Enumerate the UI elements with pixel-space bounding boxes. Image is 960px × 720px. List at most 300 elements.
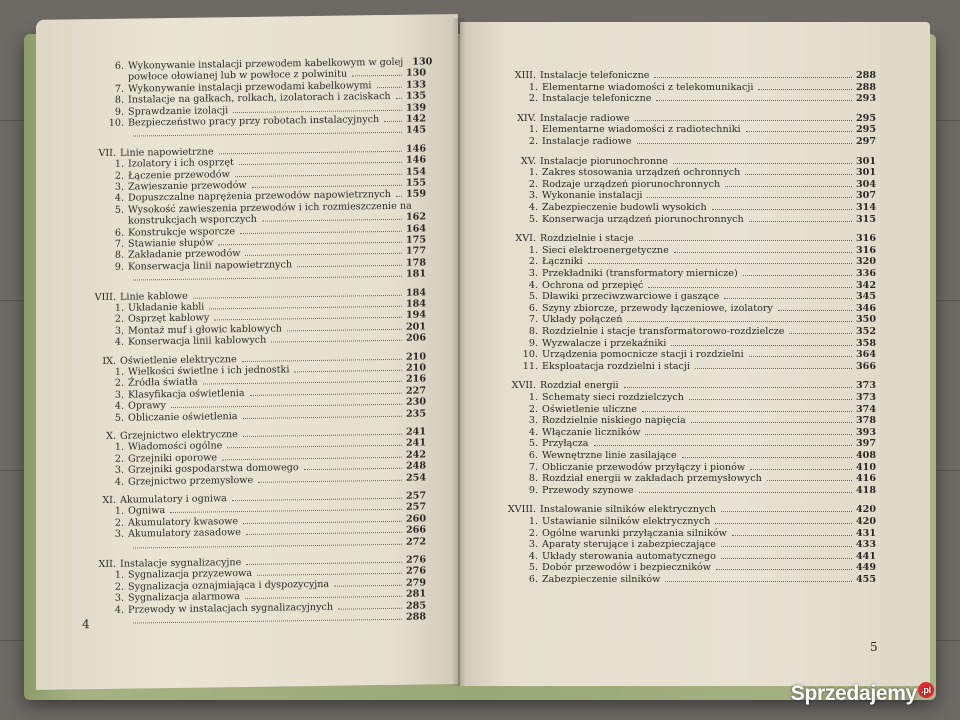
toc-title: Wyzwalacze i przekaźniki — [542, 337, 667, 349]
toc-number: 3. — [114, 325, 124, 337]
toc-leader-dots — [635, 113, 852, 121]
toc-page-number: 288 — [855, 70, 876, 81]
toc-number: 5. — [114, 412, 124, 424]
toc-title: konstrukcjach wsporczych — [128, 213, 257, 227]
toc-title: Instalacje telefoniczne — [540, 70, 650, 81]
toc-number: 3. — [114, 181, 124, 193]
toc-title: Linie napowietrzne — [120, 146, 214, 159]
toc-page-number: 345 — [855, 291, 876, 303]
toc-title: Sygnalizacja przyzewowa — [128, 568, 252, 581]
toc-entry-row — [488, 303, 876, 314]
toc-number: 1. — [528, 81, 538, 93]
toc-title: Oprawy — [128, 400, 166, 412]
toc-title: Instalacje na gałkach, rolkach, izolatorach i zaciskach — [128, 91, 391, 106]
toc-number: 1. — [528, 124, 538, 136]
toc-page-number: 276 — [405, 565, 426, 578]
toc-entry-row — [488, 93, 876, 104]
toc-leader-dots — [682, 450, 852, 458]
toc-number: 2. — [528, 403, 538, 415]
toc-leader-dots — [246, 555, 402, 565]
toc-page-number: 142 — [405, 113, 426, 125]
toc-page-number: 154 — [405, 166, 426, 178]
toc-number: 3. — [528, 539, 538, 551]
toc-leader-dots — [245, 589, 402, 599]
toc-leader-dots — [287, 322, 402, 332]
toc-page-number: 194 — [405, 309, 426, 322]
toc-page-number: 455 — [855, 574, 876, 585]
toc-page-number: 416 — [855, 473, 876, 485]
toc-leader-dots — [294, 363, 402, 373]
toc-title: Grzejnictwo przemysłowe — [128, 474, 254, 488]
toc-number: 10. — [522, 349, 538, 361]
toc-entry-row — [488, 473, 876, 484]
toc-title: Sygnalizacja oznajmiająca i dyspozycyjna — [128, 578, 330, 593]
toc-number: 3. — [114, 464, 124, 476]
toc-page-number: 352 — [855, 326, 876, 337]
toc-page-number: 184 — [405, 287, 426, 299]
toc-page-number: 227 — [405, 385, 426, 397]
toc-number: 6. — [114, 227, 124, 239]
toc-number: 3. — [114, 592, 124, 604]
toc-leader-dots — [639, 485, 852, 493]
toc-leader-dots — [219, 144, 402, 155]
toc-number: 3. — [114, 528, 124, 540]
watermark-suffix: .pl — [918, 682, 934, 698]
toc-page-number: 175 — [405, 234, 426, 246]
toc-title: Konserwacja urządzeń piorunochronnych — [542, 213, 744, 225]
toc-entry-row — [488, 528, 876, 539]
toc-page-number: 420 — [855, 516, 876, 527]
toc-page-number: 433 — [855, 539, 876, 551]
toc-number — [76, 80, 128, 81]
toc-leader-dots — [716, 562, 852, 570]
toc-number: 4. — [528, 279, 538, 291]
toc-number: 1. — [528, 516, 538, 527]
toc-number: 11. — [522, 360, 538, 372]
toc-number: 1. — [114, 366, 124, 378]
toc-title: Źródła światła — [128, 377, 198, 389]
right-page-number: 5 — [870, 640, 878, 654]
toc-title: Aparaty sterujące i zabezpieczające — [542, 539, 716, 551]
toc-title: Akumulatory zasadowe — [128, 527, 241, 540]
toc-number: 2. — [114, 378, 124, 390]
left-toc — [36, 14, 458, 623]
toc-leader-dots — [246, 525, 402, 535]
toc-entry-row — [488, 82, 876, 93]
toc-title: Bezpieczeństwo pracy przy robotach instalacyjnych — [128, 114, 380, 129]
toc-chapter-row — [488, 380, 876, 391]
toc-number: 1. — [528, 392, 538, 403]
toc-number: XVI. — [515, 233, 536, 245]
toc-page-number: 235 — [405, 408, 426, 420]
toc-page-number: 266 — [405, 524, 426, 536]
toc-page-number: 350 — [855, 314, 876, 326]
toc-leader-dots — [656, 93, 852, 101]
toc-number: 2. — [528, 527, 538, 539]
toc-entry-row — [488, 268, 876, 279]
toc-page-number: 276 — [405, 554, 426, 566]
toc-page-number: 162 — [405, 211, 426, 223]
toc-number: 5. — [528, 213, 538, 225]
toc-title: Grzejniki oporowe — [128, 452, 218, 465]
toc-title: Klasyfikacja oświetlenia — [128, 387, 245, 401]
toc-number: 3. — [528, 190, 538, 202]
toc-chapter-row — [488, 113, 876, 124]
toc-title: Wykonanie instalacji — [542, 190, 643, 202]
toc-entry-row — [488, 392, 876, 403]
toc-number: 2. — [114, 453, 124, 465]
toc-number: 1. — [528, 244, 538, 256]
toc-page-number: 374 — [855, 403, 876, 415]
toc-leader-dots — [232, 491, 402, 501]
toc-leader-dots — [242, 351, 402, 361]
toc-number: 6. — [114, 60, 124, 72]
toc-leader-dots — [377, 80, 402, 88]
toc-page-number: 293 — [855, 93, 876, 105]
toc-number: 3. — [114, 389, 124, 401]
toc-entry-row — [488, 404, 876, 415]
toc-leader-dots — [352, 68, 402, 77]
toc-title: Schematy sieci rozdzielczych — [542, 392, 684, 403]
toc-leader-dots — [235, 166, 402, 176]
toc-leader-dots — [721, 539, 852, 547]
toc-title: Instalacje piorunochronne — [540, 155, 668, 167]
toc-page-number: 320 — [855, 256, 876, 268]
toc-number: 10. — [108, 117, 124, 129]
toc-title: Zabezpieczenie budowli wysokich — [542, 202, 707, 213]
toc-leader-dots — [648, 280, 852, 288]
watermark-text: Sprzedajemy — [790, 682, 917, 705]
toc-number: 1. — [528, 167, 538, 179]
toc-page-number: 254 — [405, 472, 426, 484]
toc-title: Zakres stosowania urządzeń ochronnych — [542, 167, 741, 179]
toc-page-number: 260 — [405, 513, 426, 525]
toc-title: Sygnalizacja alarmowa — [128, 591, 240, 604]
toc-page-number: 307 — [855, 190, 876, 202]
toc-number: 3. — [528, 268, 538, 279]
toc-page-number: 393 — [855, 426, 876, 438]
toc-number: 9. — [114, 106, 124, 118]
toc-number: XI. — [102, 494, 116, 506]
toc-page-number: 295 — [855, 112, 876, 124]
toc-title: Konstrukcje wsporcze — [128, 225, 236, 239]
toc-number: 2. — [528, 178, 538, 190]
toc-chapter-row — [488, 70, 876, 81]
toc-entry-row — [488, 202, 876, 213]
toc-title: Ogólne warunki przyłączania silników — [542, 527, 727, 539]
toc-number: 8. — [114, 94, 124, 106]
toc-entry-row — [488, 256, 876, 267]
toc-number: 2. — [114, 517, 124, 529]
toc-page-number: 178 — [405, 257, 426, 269]
toc-title: Dławiki przeciwzwarciowe i gaszące — [542, 291, 720, 303]
toc-page-number: 408 — [855, 450, 876, 461]
toc-number: XIV. — [517, 112, 536, 124]
toc-page-number: 346 — [855, 302, 876, 314]
toc-number: 3. — [528, 415, 538, 427]
toc-entry-row — [488, 415, 876, 426]
toc-chapter-row — [488, 233, 876, 244]
toc-number: 5. — [528, 438, 538, 450]
toc-number: 7. — [528, 314, 538, 326]
toc-title: Instalacje telefoniczne — [542, 93, 652, 105]
toc-page-number: 364 — [855, 349, 876, 361]
toc-leader-dots — [645, 427, 852, 435]
toc-number — [76, 137, 128, 138]
toc-number: XV. — [520, 155, 536, 167]
toc-leader-dots — [222, 450, 402, 461]
toc-title: Przyłącza — [542, 438, 589, 450]
toc-page-number: 378 — [855, 415, 876, 427]
toc-number: 4. — [114, 193, 124, 205]
toc-entry-row — [488, 136, 876, 147]
toc-title: Ochrona od przepięć — [542, 279, 644, 291]
toc-page-number: 314 — [855, 202, 876, 213]
toc-leader-dots — [749, 214, 852, 222]
toc-page-number: 336 — [855, 268, 876, 279]
toc-page-number: 241 — [405, 437, 426, 450]
toc-title: Zawieszanie przewodów — [128, 179, 247, 193]
toc-entry-row — [488, 338, 876, 349]
toc-leader-dots — [243, 427, 402, 437]
toc-title: Sieci elektroenergetyczne — [542, 244, 669, 256]
toc-title: Grzejniki gospodarstwa domowego — [128, 462, 299, 476]
toc-page-number: 230 — [405, 396, 426, 408]
toc-number: 2. — [114, 170, 124, 182]
toc-leader-dots — [637, 136, 852, 144]
toc-leader-dots — [725, 179, 852, 187]
toc-title: Łączenie przewodów — [128, 168, 230, 182]
toc-leader-dots — [245, 246, 402, 256]
toc-leader-dots — [743, 268, 852, 276]
toc-title: Rodzaje urządzeń piorunochronnych — [542, 178, 721, 190]
toc-leader-dots — [789, 326, 851, 334]
toc-page-number: 146 — [405, 143, 426, 155]
toc-title: Instalacje sygnalizacyjne — [120, 557, 242, 570]
toc-title: Instalacje radiowe — [542, 136, 632, 147]
toc-page-number: 373 — [855, 392, 876, 403]
toc-title: Stawianie słupów — [128, 237, 214, 250]
toc-page-number: 288 — [855, 81, 876, 93]
toc-page-number: 159 — [405, 188, 426, 201]
toc-number: 1. — [114, 506, 124, 518]
toc-entry-row — [488, 349, 876, 360]
toc-number: XIII. — [514, 70, 536, 81]
toc-entry-row — [488, 562, 876, 573]
toc-page-number: 304 — [855, 178, 876, 190]
right-page — [460, 22, 930, 686]
toc-page-number: 279 — [405, 577, 426, 589]
toc-leader-dots — [334, 578, 402, 587]
toc-entry-row — [488, 450, 876, 461]
toc-number: 2. — [114, 581, 124, 593]
toc-entry-row — [488, 280, 876, 291]
toc-page-number: 418 — [855, 484, 876, 496]
toc-page-number: 241 — [405, 426, 426, 438]
toc-number: 2. — [528, 136, 538, 147]
toc-number: 4. — [528, 202, 538, 213]
toc-leader-dots — [778, 303, 852, 311]
toc-number: 7. — [114, 83, 124, 95]
toc-page-number: 420 — [855, 504, 876, 516]
toc-number: 8. — [528, 326, 538, 337]
toc-title: Oświetlenie uliczne — [542, 403, 637, 415]
toc-title: Rozdzielnie niskiego napięcia — [542, 415, 686, 427]
toc-leader-dots — [673, 156, 852, 164]
left-page — [36, 14, 458, 690]
toc-page-number: 297 — [855, 136, 876, 147]
toc-title: Elementarne wiadomości z radiotechniki — [542, 124, 741, 136]
toc-page-number: 210 — [405, 351, 426, 363]
toc-number: 5. — [114, 204, 124, 216]
toc-chapter-row — [488, 156, 876, 167]
toc-page-number: 441 — [855, 550, 876, 562]
toc-leader-dots — [724, 291, 852, 299]
toc-entry-row — [488, 361, 876, 372]
toc-title: Linie kablowe — [120, 290, 188, 303]
toc-number: 4. — [528, 426, 538, 438]
toc-title: Wysokość zawieszenia przewodów i ich rozmieszczenie na — [128, 200, 412, 216]
toc-title: Ustawianie silników elektrycznych — [542, 516, 711, 527]
toc-number: 7. — [528, 461, 538, 473]
toc-number: 5. — [528, 562, 538, 574]
toc-page-number: 316 — [855, 233, 876, 245]
toc-number: 6. — [528, 574, 538, 585]
toc-leader-dots — [193, 287, 402, 298]
toc-page-number: 272 — [405, 536, 426, 548]
toc-entry-row — [488, 314, 876, 325]
toc-leader-dots — [396, 189, 402, 197]
toc-title: Łączniki — [542, 256, 583, 268]
watermark-logo — [791, 682, 934, 706]
toc-leader-dots — [674, 245, 852, 253]
toc-title: Dopuszczalne naprężenia przewodów napowietrznych — [128, 189, 391, 204]
toc-leader-dots — [252, 178, 402, 188]
toc-leader-dots — [749, 349, 852, 357]
toc-page-number: 201 — [405, 321, 426, 333]
toc-page-number: 216 — [405, 373, 426, 386]
toc-title: Rozdział energii — [540, 380, 619, 392]
toc-number: 4. — [114, 604, 124, 616]
toc-page-number: 285 — [405, 600, 426, 612]
toc-number: 4. — [528, 550, 538, 562]
toc-leader-dots — [671, 338, 852, 346]
toc-title: Elementarne wiadomości z telekomunikacji — [542, 81, 754, 93]
toc-title: Układanie kabli — [128, 301, 205, 314]
toc-title: Przewody w instalacjach sygnalizacyjnych — [128, 601, 334, 616]
toc-leader-dots — [588, 256, 852, 264]
toc-title: Wykonywanie instalacji przewodem kabelkowym w golej — [128, 56, 404, 72]
toc-title: Wykonywanie instalacji przewodami kabelkowymi — [128, 80, 372, 95]
toc-entry-row — [488, 214, 876, 225]
toc-leader-dots — [243, 514, 402, 524]
toc-page-number: 146 — [405, 154, 426, 166]
toc-title: Szyny zbiorcze, przewody łączeniowe, izolatory — [542, 302, 773, 314]
book-gutter — [452, 18, 466, 686]
toc-leader-dots — [243, 408, 402, 418]
toc-number: 4. — [114, 400, 124, 412]
toc-title: Układy sterowania automatycznego — [542, 550, 716, 562]
toc-title: Instalowanie silników elektrycznych — [540, 504, 717, 516]
toc-number: 2. — [528, 256, 538, 268]
toc-leader-dots — [233, 102, 402, 112]
toc-page-number: 181 — [405, 268, 426, 280]
toc-title: Montaż muf i głowic kablowych — [128, 323, 282, 337]
toc-title: Urządzenia pomocnicze stacji i rozdzielni — [542, 349, 744, 361]
toc-entry-row — [488, 190, 876, 201]
toc-number: X. — [106, 430, 116, 442]
toc-page-number: 248 — [405, 460, 426, 472]
toc-title: Eksploatacja rozdzielni i stacji — [542, 360, 690, 372]
toc-leader-dots — [745, 167, 852, 175]
toc-leader-dots — [732, 528, 852, 536]
toc-title: Izolatory i ich osprzęt — [128, 157, 234, 170]
toc-entry-row — [488, 485, 876, 496]
toc-page-number: 397 — [855, 438, 876, 450]
toc-title: Ogniwa — [128, 505, 166, 517]
toc-entry-row — [488, 574, 876, 585]
toc-chapter-row — [488, 504, 876, 515]
toc-number: 1. — [114, 570, 124, 582]
toc-leader-dots — [257, 566, 402, 576]
toc-leader-dots — [384, 114, 402, 122]
toc-number: 1. — [114, 158, 124, 170]
toc-page-number: 130 — [412, 56, 433, 68]
toc-number: VIII. — [94, 291, 116, 303]
toc-entry-row — [488, 539, 876, 550]
toc-leader-dots — [239, 155, 402, 165]
toc-leader-dots — [647, 190, 851, 198]
toc-title: Wewnętrzne linie zasilające — [542, 450, 677, 461]
toc-page-number: 242 — [405, 449, 426, 461]
toc-title: Grzejnictwo elektryczne — [120, 429, 238, 442]
toc-title: Rozdzielnie i stacje transformatorowo-rozdzielcze — [542, 326, 785, 337]
toc-entry-row — [488, 245, 876, 256]
toc-entry-row — [488, 167, 876, 178]
toc-leader-dots — [642, 404, 852, 412]
toc-number: 2. — [528, 93, 538, 105]
toc-page-number: 164 — [405, 223, 426, 235]
toc-title: Zabezpieczenie silników — [542, 574, 661, 585]
toc-leader-dots — [627, 314, 852, 322]
toc-number: 8. — [114, 250, 124, 262]
toc-leader-dots — [639, 233, 852, 241]
toc-title: Instalacje radiowe — [540, 112, 630, 124]
toc-leader-dots — [250, 386, 402, 396]
toc-leader-dots — [262, 212, 402, 222]
toc-title: Dobór przewodów i bezpieczników — [542, 562, 712, 574]
toc-page-number: 301 — [855, 155, 876, 167]
toc-leader-dots — [218, 235, 402, 246]
toc-number: XII. — [98, 558, 116, 571]
toc-leader-dots — [721, 551, 852, 559]
toc-number — [76, 548, 128, 549]
toc-page-number: 315 — [855, 213, 876, 225]
toc-title: Przekładniki (transformatory miernicze) — [542, 268, 738, 279]
toc-leader-dots — [203, 374, 402, 385]
toc-leader-dots — [689, 392, 852, 400]
toc-number: 1. — [114, 442, 124, 454]
toc-number: XVIII. — [507, 504, 536, 516]
toc-page-number: 295 — [855, 124, 876, 136]
toc-entry-row — [488, 427, 876, 438]
toc-title: powłoce ołowianej lub w powłoce z polwinitu — [128, 68, 348, 83]
toc-number: XVII. — [511, 380, 536, 392]
toc-title: Sprawdzanie izolacji — [128, 104, 229, 118]
toc-leader-dots — [594, 438, 852, 446]
toc-number: 7. — [114, 238, 124, 250]
toc-number: VII. — [98, 147, 116, 159]
